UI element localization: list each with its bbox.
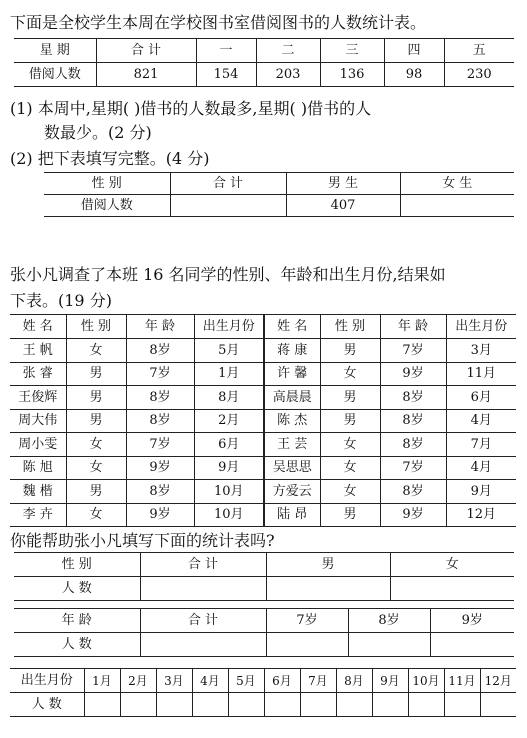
header-cell: 男 生 — [286, 173, 400, 195]
answer-cell[interactable] — [400, 195, 514, 217]
value-cell: 154 — [196, 63, 256, 87]
table-cell: 女 — [66, 433, 126, 457]
table-cell: 6月 — [446, 386, 516, 410]
table-cell: 7岁 — [380, 339, 446, 363]
answer-cell[interactable] — [430, 633, 514, 657]
table-cell: 8岁 — [126, 480, 194, 504]
header-cell: 姓 名 — [10, 315, 66, 339]
table-cell: 6月 — [194, 433, 264, 457]
table-cell: 3月 — [446, 339, 516, 363]
table-row — [10, 480, 516, 504]
answer-cell[interactable] — [408, 693, 444, 717]
table-cell: 男 — [320, 339, 380, 363]
header-cell: 二 — [256, 39, 320, 63]
header-cell: 8月 — [336, 669, 372, 693]
answer-cell[interactable] — [372, 693, 408, 717]
table-cell: 李 卉 — [10, 503, 66, 527]
row-label: 人 数 — [10, 693, 84, 717]
header-cell: 7岁 — [266, 609, 348, 633]
header-cell: 合 计 — [96, 39, 196, 63]
table-row — [10, 409, 516, 433]
answer-cell[interactable] — [228, 693, 264, 717]
header-cell: 女 生 — [400, 173, 514, 195]
age-count-table — [14, 608, 514, 657]
birth-month-count-table — [10, 668, 516, 717]
intro-text: 下面是全校学生本周在学校图书室借阅图书的人数统计表。 — [10, 13, 427, 32]
header-cell: 性 别 — [14, 553, 140, 577]
row-label: 借阅人数 — [14, 63, 96, 87]
answer-cell[interactable] — [140, 633, 266, 657]
table-cell: 吴思思 — [264, 456, 320, 480]
table-row — [10, 456, 516, 480]
header-cell: 男 — [266, 553, 390, 577]
intro-2-line-1: 张小凡调查了本班 16 名同学的性别、年龄和出生月份,结果如 — [10, 265, 446, 284]
header-cell: 11月 — [444, 669, 480, 693]
header-cell: 5月 — [228, 669, 264, 693]
table-cell: 陈 旭 — [10, 456, 66, 480]
header-cell: 女 — [390, 553, 514, 577]
header-cell: 8岁 — [348, 609, 430, 633]
question-1-line-2: 数最少。(2 分) — [44, 123, 152, 142]
header-cell: 4月 — [192, 669, 228, 693]
header-cell: 合 计 — [140, 553, 266, 577]
header-cell: 1月 — [84, 669, 120, 693]
value-cell: 98 — [384, 63, 444, 87]
answer-cell[interactable] — [156, 693, 192, 717]
table-cell: 8岁 — [380, 433, 446, 457]
table-cell: 11月 — [446, 362, 516, 386]
borrow-table — [14, 38, 514, 87]
table-cell: 陆 昂 — [264, 503, 320, 527]
header-cell: 一 — [196, 39, 256, 63]
table-row — [10, 362, 516, 386]
table-cell: 8岁 — [380, 409, 446, 433]
table-cell: 男 — [320, 409, 380, 433]
answer-cell[interactable] — [266, 633, 348, 657]
header-cell: 出生月份 — [194, 315, 264, 339]
header-cell: 9月 — [372, 669, 408, 693]
table-cell: 10月 — [194, 480, 264, 504]
header-cell: 10月 — [408, 669, 444, 693]
table-cell: 9岁 — [380, 362, 446, 386]
table-cell: 7岁 — [126, 362, 194, 386]
header-cell: 年 龄 — [14, 609, 140, 633]
table-cell: 王 芸 — [264, 433, 320, 457]
table-cell: 高晨晨 — [264, 386, 320, 410]
value-cell: 203 — [256, 63, 320, 87]
table-cell: 1月 — [194, 362, 264, 386]
header-cell: 五 — [444, 39, 514, 63]
table-cell: 魏 楷 — [10, 480, 66, 504]
table-cell: 张 睿 — [10, 362, 66, 386]
table-cell: 4月 — [446, 456, 516, 480]
table-cell: 男 — [66, 386, 126, 410]
header-cell: 性 别 — [66, 315, 126, 339]
header-cell: 3月 — [156, 669, 192, 693]
table-cell: 女 — [320, 456, 380, 480]
table-cell: 男 — [66, 409, 126, 433]
table-cell: 周大伟 — [10, 409, 66, 433]
value-cell: 136 — [320, 63, 384, 87]
table-cell: 7岁 — [126, 433, 194, 457]
table-cell: 王 帆 — [10, 339, 66, 363]
table-cell: 8岁 — [380, 480, 446, 504]
table-row — [10, 386, 516, 410]
answer-cell[interactable] — [192, 693, 228, 717]
value-cell: 407 — [286, 195, 400, 217]
value-cell: 821 — [96, 63, 196, 87]
row-label: 借阅人数 — [44, 195, 170, 217]
header-cell: 合 计 — [170, 173, 286, 195]
value-cell: 230 — [444, 63, 514, 87]
header-cell: 12月 — [480, 669, 516, 693]
header-cell: 年 龄 — [380, 315, 446, 339]
table-cell: 8岁 — [380, 386, 446, 410]
table-cell: 男 — [66, 362, 126, 386]
header-cell: 6月 — [264, 669, 300, 693]
row-label: 人 数 — [14, 577, 140, 601]
answer-cell[interactable] — [336, 693, 372, 717]
table-cell: 男 — [320, 503, 380, 527]
header-cell: 合 计 — [140, 609, 266, 633]
table-cell: 男 — [66, 480, 126, 504]
answer-cell[interactable] — [444, 693, 480, 717]
table-cell: 王俊辉 — [10, 386, 66, 410]
question-3: 你能帮助张小凡填写下面的统计表吗? — [10, 531, 275, 550]
header-cell: 姓 名 — [264, 315, 320, 339]
header-cell: 年 龄 — [126, 315, 194, 339]
question-1-line-1: (1) 本周中,星期( )借书的人数最多,星期( )借书的人 — [10, 99, 372, 118]
header-cell: 三 — [320, 39, 384, 63]
header-cell: 7月 — [300, 669, 336, 693]
table-cell: 9月 — [194, 456, 264, 480]
table-row — [10, 503, 516, 527]
header-cell: 四 — [384, 39, 444, 63]
gender-count-table — [14, 552, 514, 601]
table-cell: 12月 — [446, 503, 516, 527]
table-cell: 10月 — [194, 503, 264, 527]
answer-cell[interactable] — [266, 577, 390, 601]
table-cell: 女 — [66, 339, 126, 363]
table-cell: 8岁 — [126, 339, 194, 363]
table-cell: 2月 — [194, 409, 264, 433]
table-cell: 8岁 — [126, 409, 194, 433]
table-cell: 女 — [320, 480, 380, 504]
table-cell: 8月 — [194, 386, 264, 410]
answer-cell[interactable] — [390, 577, 514, 601]
student-table — [10, 314, 516, 527]
gender-borrow-table — [44, 172, 514, 217]
table-cell: 7岁 — [380, 456, 446, 480]
row-label: 人 数 — [14, 633, 140, 657]
header-cell: 星 期 — [14, 39, 96, 63]
table-cell: 女 — [320, 362, 380, 386]
table-cell: 方爱云 — [264, 480, 320, 504]
table-cell: 8岁 — [126, 386, 194, 410]
answer-cell[interactable] — [170, 195, 286, 217]
header-cell: 2月 — [120, 669, 156, 693]
table-cell: 许 馨 — [264, 362, 320, 386]
table-cell: 周小雯 — [10, 433, 66, 457]
header-cell: 性 别 — [320, 315, 380, 339]
table-cell: 9月 — [446, 480, 516, 504]
answer-cell[interactable] — [300, 693, 336, 717]
table-cell: 女 — [320, 433, 380, 457]
intro-2-line-2: 下表。(19 分) — [10, 291, 112, 310]
table-row — [10, 339, 516, 363]
header-cell: 性 别 — [44, 173, 170, 195]
table-cell: 9岁 — [126, 503, 194, 527]
table-cell: 陈 杰 — [264, 409, 320, 433]
table-cell: 男 — [320, 386, 380, 410]
answer-cell[interactable] — [120, 693, 156, 717]
header-cell: 9岁 — [430, 609, 514, 633]
table-cell: 女 — [66, 503, 126, 527]
answer-cell[interactable] — [348, 633, 430, 657]
answer-cell[interactable] — [480, 693, 516, 717]
table-cell: 9岁 — [380, 503, 446, 527]
table-cell: 女 — [66, 456, 126, 480]
question-2: (2) 把下表填写完整。(4 分) — [10, 149, 210, 168]
table-cell: 蒋 康 — [264, 339, 320, 363]
table-cell: 9岁 — [126, 456, 194, 480]
table-cell: 5月 — [194, 339, 264, 363]
header-cell: 出生月份 — [10, 669, 84, 693]
table-row — [10, 433, 516, 457]
table-cell: 4月 — [446, 409, 516, 433]
answer-cell[interactable] — [84, 693, 120, 717]
table-cell: 7月 — [446, 433, 516, 457]
answer-cell[interactable] — [140, 577, 266, 601]
header-cell: 出生月份 — [446, 315, 516, 339]
answer-cell[interactable] — [264, 693, 300, 717]
